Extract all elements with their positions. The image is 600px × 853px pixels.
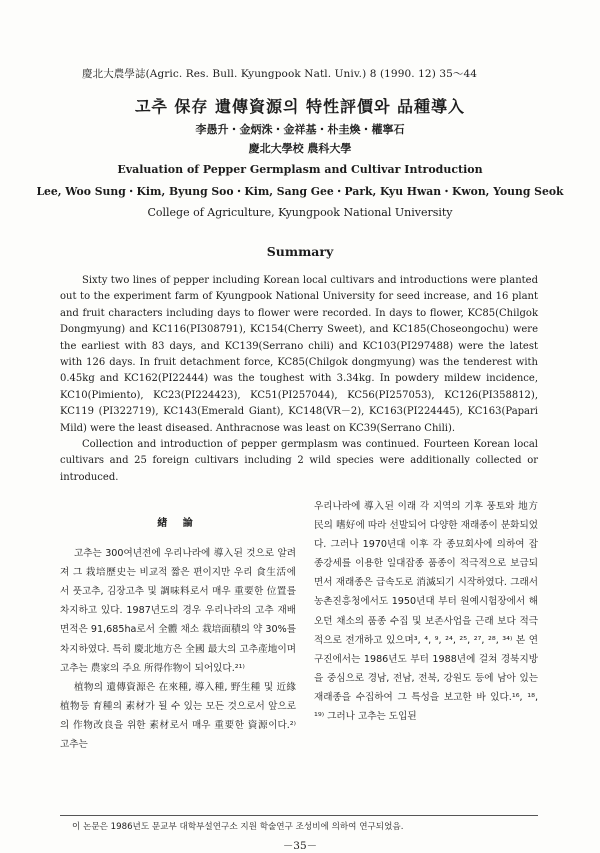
intro-paragraph: 고추는 300여년전에 우리나라에 導入된 것으로 알려져 그 栽培歷史는 비교적 짧은 편이지만 우리 食生活에서 풋고추, 김장고추 및 調味料로서 매우 重要한 位置를 차지하고 있다. 1987년도의 경우 우리나라의 고추 재배면적은 91,685ha로서 全體 채소 栽培面積의 약 30%를 차지하였다. 특히 慶北地方은 全國 最大의 고추產地이며 고추는 農家의 주요 所得作物이 되어있다.²¹⁾ [60,548,296,674]
intro-heading: 緖 論 [157,518,199,529]
summary-heading: Summary [266,244,334,259]
summary-section [60,273,538,486]
paper-title-korean: 고추 保存 遺傳資源의 特性評價와 品種導入 [134,97,466,116]
affiliation-korean: 慶北大學校 農科大學 [248,142,352,155]
footnote: 이 논문은 1986년도 문교부 대학부설연구소 지원 학술연구 조성비에 의하여 연구되었음. [72,822,404,832]
affiliation-english: College of Agriculture, Kyungpook National University [147,206,453,219]
intro-paragraph: 植物의 遺傳資源은 在來種, 導入種, 野生種 및 近緣植物등 育種의 素材가 될 수 있는 모든 것으로서 앞으로의 作物改良을 위한 素材로서 매우 重要한 資源이다.²⁾ 고추는 [60,681,296,751]
footnote-divider [60,815,538,816]
intro-left-column [60,510,296,754]
summary-paragraph: Collection and introduction of pepper germplasm was continued. Fourteen Korean local cultivars and 25 foreign cultivars including 2 wild species were additionally collected or introduced. [60,439,538,483]
authors-korean: 李愚升・金炳洙・金祥基・朴圭煥・權寧石 [195,123,405,136]
authors-english: Lee, Woo Sung・Kim, Byung Soo・Kim, Sang Gee・Park, Kyu Hwan・Kwon, Young Seok [36,185,564,198]
intro-right-column [314,497,538,726]
paper-title-english: Evaluation of Pepper Germplasm and Cultivar Introduction [117,163,483,176]
page-number: －35－ [282,840,318,852]
journal-citation: 慶北大農學誌(Agric. Res. Bull. Kyungpook Natl. Univ.) 8 (1990. 12) 35～44 [82,68,478,80]
intro-paragraph: 우리나라에 導入된 이래 각 지역의 기후 풍토와 地方民의 嗜好에 따라 선발되어 다양한 재래종이 분화되었다. 그러나 1970년대 이후 각 종묘회사에 의하여 잡종강세를 이용한 일대잡종 품종이 적극적으로 보급되면서 재래종은 급속도로 消滅되기 시작하였다. 그래서 농촌진흥청에서도 1950년대 부터 원예시험장에서 해오던 채소의 품종 수집 및 보존사업을 근래 보다 적극적으로 전개하고 있으며³, ⁴, ⁹, ²⁴, ²⁵, ²⁷, ²⁸, ³⁴⁾ 본 연구진에서는 1986년도 부터 1988년에 걸쳐 경북지방을 중심으로 경남, 전남, 전북, 강원도 등에 남아 있는 재래종을 수집하여 그 특성을 보고한 바 있다.¹⁶, ¹⁸, ¹⁹⁾ 그러나 고추는 도입된 [314,501,538,723]
summary-paragraph: Sixty two lines of pepper including Korean local cultivars and introductions were planted out to the experiment farm of Kyungpook National University for seed increase, and 16 plant and fruit characters including days to flower were recorded. In days to flower, KC85(Chilgok Dongmyung) and KC116(PI308791), KC154(Cherry Sweet), and KC185(Choseongochu) were the earliest with 83 days, and KC139(Serrano chili) and KC103(PI297488) were the latest with 126 days. In fruit detachment force, KC85(Chilgok dongmyung) was the tenderest with 0.45kg and KC162(PI22444) was the toughest with 3.34kg. In powdery mildew incidence, KC10(Pimiento), KC23(PI224423), KC51(PI257044), KC56(PI257053), KC126(PI358812), KC119 (PI322719), KC143(Emerald Giant), KC148(VR－2), KC163(PI224445), KC163(Papari Mild) were the least diseased. Anthracnose was least on KC39(Serrano Chili). [60,275,538,434]
